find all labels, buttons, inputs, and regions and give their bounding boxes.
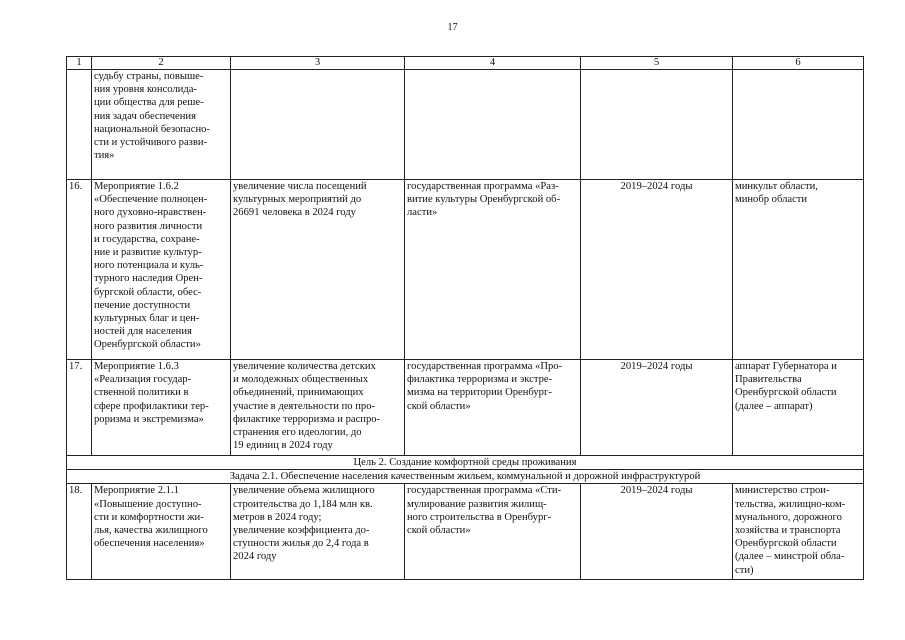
task-title: Задача 2.1. Обеспечение населения качественным жильем, коммунальной и дорожной инфраструктурой [67,470,864,484]
page-number: 17 [447,22,458,33]
column-header: 1 [67,57,92,70]
measures-table [66,56,864,580]
row-number [67,70,92,180]
program-cell: государственная программа «Про- филактика терроризма и экстре- мизма на территории Оренбург- ской области» [405,360,581,456]
event-cell: Мероприятие 1.6.3 «Реализация государ- ственной политики в сфере профилактики тер- роризма и экстремизма» [92,360,231,456]
column-header: 2 [92,57,231,70]
indicator-cell: увеличение числа посещений культурных мероприятий до 26691 человека в 2024 году [231,180,405,360]
table-row [67,484,864,580]
event-cell: судьбу страны, повыше- ния уровня консолида- ции общества для реше- ния задач обеспечения национальной безопасно- сти и устойчивого разви- тия» [92,70,231,180]
table-row [67,70,864,180]
header-row [67,57,864,70]
column-header: 6 [733,57,864,70]
program-cell: государственная программа «Сти- мулирование развития жилищ- ного строительства в Оренбург- ской области» [405,484,581,580]
indicator-cell [231,70,405,180]
goal-row [67,456,864,470]
period-cell [581,70,733,180]
event-cell: Мероприятие 1.6.2 «Обеспечение полноцен- ного духовно-нравствен- ного развития личности и государства, сохране- ние и развитие культур- ного потенциала и куль- турного наследия Орен- бургской области, обес- печение доступности культурных благ и цен- ностей для населения Оренбургской области» [92,180,231,360]
program-cell [405,70,581,180]
column-header: 4 [405,57,581,70]
responsible-cell [733,70,864,180]
table-row [67,360,864,456]
row-number: 17. [67,360,92,456]
event-cell: Мероприятие 2.1.1 «Повышение доступно- сти и комфортности жи- лья, качества жилищного обеспечения населения» [92,484,231,580]
indicator-cell: увеличение объема жилищного строительства до 1,184 млн кв. метров в 2024 году; увеличение коэффициента до- ступности жилья до 2,4 года в 2024 году [231,484,405,580]
period-cell: 2019–2024 годы [581,180,733,360]
responsible-cell: министерство строи- тельства, жилищно-ком- мунального, дорожного хозяйства и транспорта Оренбургской области (далее – минстрой обла- сти) [733,484,864,580]
column-header: 3 [231,57,405,70]
period-cell: 2019–2024 годы [581,484,733,580]
column-header: 5 [581,57,733,70]
table-row [67,180,864,360]
goal-title: Цель 2. Создание комфортной среды проживания [67,456,864,470]
responsible-cell: минкульт области, минобр области [733,180,864,360]
responsible-cell: аппарат Губернатора и Правительства Оренбургской области (далее – аппарат) [733,360,864,456]
row-number: 16. [67,180,92,360]
period-cell: 2019–2024 годы [581,360,733,456]
indicator-cell: увеличение количества детских и молодежных общественных объединений, принимающих участие в деятельности по про- филактике терроризма и распро- странения его идеологии, до 19 единиц в 2024 году [231,360,405,456]
task-row [67,470,864,484]
row-number: 18. [67,484,92,580]
program-cell: государственная программа «Раз- витие культуры Оренбургской об- ласти» [405,180,581,360]
